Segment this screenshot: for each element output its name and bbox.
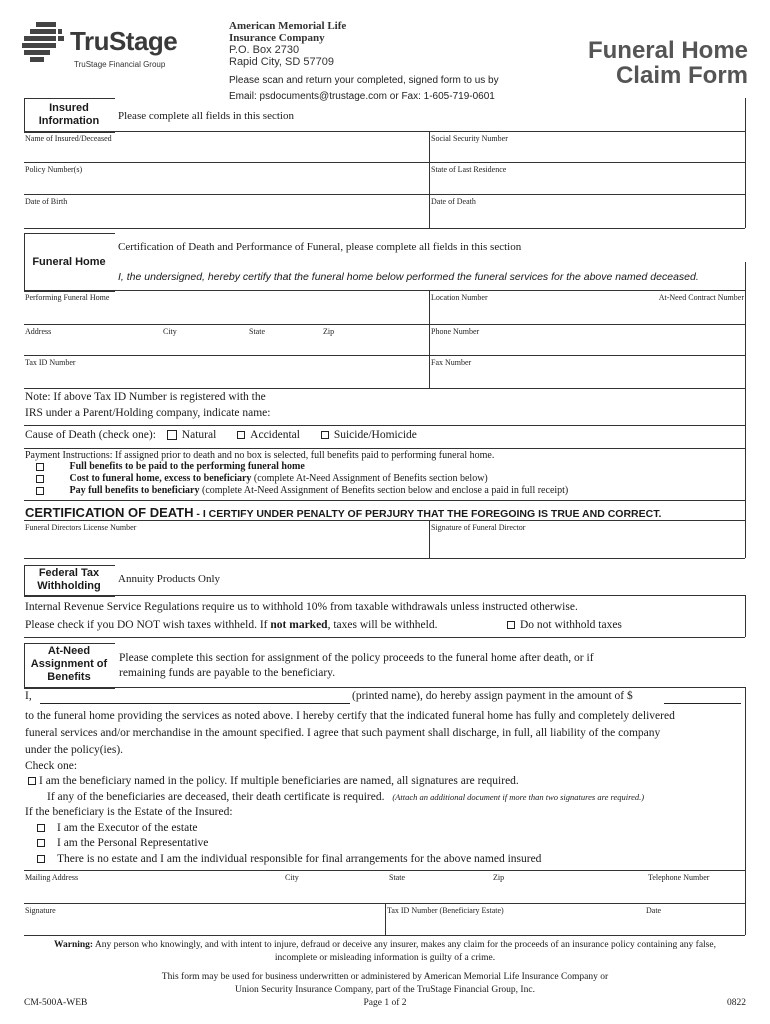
license-number-field[interactable] (24, 521, 428, 557)
brand-subtitle: TruStage Financial Group (74, 60, 166, 69)
do-not-withhold-checkbox[interactable] (507, 621, 515, 629)
assignment-instruction-2: remaining funds are payable to the beneficiary. (119, 667, 336, 679)
representative-checkbox[interactable] (37, 839, 45, 847)
date-of-birth-label: Date of Birth (25, 197, 68, 206)
mailing-address-field[interactable] (24, 871, 744, 903)
certification-heading: CERTIFICATION OF DEATH - I CERTIFY UNDER PENALTY OF PERJURY THAT THE FOREGOING IS TRUE AND CORRECT. (25, 505, 662, 520)
assignment-i-label: I, (25, 690, 32, 702)
underwriting-note-1: This form may be used for business underwritten or administered by American Memorial Life Insurance Company or (161, 972, 609, 982)
do-not-withhold-option[interactable]: Do not withhold taxes (507, 619, 622, 631)
deceased-beneficiary-note: If any of the beneficiaries are deceased, their death certificate is required. (Attach an additional document if more than two signatures are required.) (47, 791, 645, 803)
assignment-paragraph-2: funeral services and/or merchandise in the amount specified. I agree that such payment shall discharge, in full, all liability of the company (25, 727, 661, 739)
funeral-certify-statement: I, the undersigned, hereby certify that the funeral home below performed the funeral services for the above named deceased. (118, 271, 699, 283)
payment-option-beneficiary[interactable]: Pay full benefits to beneficiary (complete At-Need Assignment of Benefits section below and enclose a paid in full receipt) (36, 485, 568, 496)
trustage-logo (22, 22, 182, 74)
trustage-logo-mark-icon (22, 22, 66, 62)
mailing-state-label: State (389, 873, 405, 882)
fax-number-field[interactable] (430, 356, 744, 387)
assignment-paragraph-1: to the funeral home providing the services as noted above. I hereby certify that the indicated funeral home has fully and completely delivered (25, 710, 675, 722)
withhold-preference-text: Please check if you DO NOT wish taxes withheld. If not marked, taxes will be withheld. (25, 619, 438, 631)
brand-name: TruStage (70, 26, 178, 56)
ssn-field[interactable] (430, 132, 744, 161)
beneficiary-date-field[interactable] (646, 904, 744, 934)
cause-suicide-option[interactable]: Suicide/Homicide (321, 429, 417, 441)
mailing-address-label: Mailing Address (25, 873, 79, 882)
underwriting-note-2: Union Security Insurance Company, part of the TruStage Financial Group, Inc. (235, 985, 535, 995)
cause-accidental-option[interactable]: Accidental (237, 429, 300, 441)
suicide-homicide-checkbox[interactable] (321, 431, 329, 439)
cause-of-death-row (25, 429, 417, 441)
assignment-section-title: At-Need Assignment of Benefits (30, 645, 108, 683)
company-po-box: P.O. Box 2730 (229, 44, 300, 56)
no-estate-checkbox[interactable] (37, 855, 45, 863)
estate-option-no-estate[interactable]: There is no estate and I am the individual responsible for final arrangements for the above named insured (37, 853, 541, 865)
funeral-home-section-title: Funeral Home (32, 256, 106, 268)
residence-state-label: State of Last Residence (431, 165, 507, 174)
tax-id-field[interactable] (24, 356, 428, 387)
form-title-line-2: Claim Form (615, 62, 748, 89)
parent-company-input[interactable] (330, 406, 740, 422)
funeral-director-signature-field[interactable] (430, 521, 744, 557)
beneficiary-tax-id-label: Tax ID Number (Beneficiary Estate) (387, 906, 504, 915)
company-name-2: Insurance Company (229, 32, 325, 44)
location-number-field[interactable] (430, 291, 610, 323)
beneficiary-signature-label: Signature (25, 906, 56, 915)
date-of-death-field[interactable] (430, 195, 744, 227)
telephone-label: Telephone Number (648, 873, 710, 882)
tax-id-label: Tax ID Number (25, 358, 76, 367)
funeral-director-signature-label: Signature of Funeral Director (431, 523, 526, 532)
beneficiary-option[interactable]: I am the beneficiary named in the policy. If multiple beneficiaries are named, all signatures are required. (28, 775, 519, 787)
zip-label: Zip (323, 327, 335, 336)
cause-of-death-label: Cause of Death (check one): (25, 429, 156, 441)
estate-option-executor[interactable]: I am the Executor of the estate (37, 822, 198, 834)
page-number: Page 1 of 2 (363, 998, 407, 1008)
insured-name-label: Name of Insured/Deceased (25, 134, 112, 143)
check-one-label: Check one: (25, 760, 78, 772)
cause-natural-option[interactable]: Natural (167, 429, 216, 441)
phone-number-field[interactable] (430, 325, 744, 354)
fax-number-label: Fax Number (431, 358, 472, 367)
performing-funeral-home-label: Performing Funeral Home (25, 293, 110, 302)
irs-regulation-text: Internal Revenue Service Regulations require us to withhold 10% from taxable withdrawals unless instructed otherwise. (25, 601, 578, 613)
phone-number-label: Phone Number (431, 327, 480, 336)
payment-instructions: Payment Instructions: If assigned prior to death and no box is selected, full benefits paid to performing funeral home. (25, 450, 495, 461)
parent-company-note-1: Note: If above Tax ID Number is registered with the (25, 391, 266, 403)
date-of-death-label: Date of Death (431, 197, 476, 206)
city-label: City (163, 327, 177, 336)
natural-checkbox[interactable] (167, 430, 177, 440)
insured-section-title: Insured Information (38, 102, 100, 127)
mailing-city-label: City (285, 873, 299, 882)
company-city-state: Rapid City, SD 57709 (229, 56, 334, 68)
policy-number-field[interactable] (24, 163, 428, 193)
payment-option-excess[interactable]: Cost to funeral home, excess to beneficiary (complete At-Need Assignment of Benefits section below) (36, 473, 488, 484)
ssn-label: Social Security Number (431, 134, 508, 143)
payment-excess-checkbox[interactable] (36, 475, 44, 483)
estate-label: If the beneficiary is the Estate of the Insured: (25, 806, 233, 818)
payment-option-full[interactable]: Full benefits to be paid to the performing funeral home (36, 461, 305, 472)
form-version: 0822 (727, 998, 746, 1008)
funeral-home-instruction: Certification of Death and Performance of Funeral, please complete all fields in this section (118, 241, 522, 253)
assignment-amount-input[interactable] (664, 690, 741, 704)
insured-name-field[interactable] (24, 132, 428, 161)
parent-company-note-2: IRS under a Parent/Holding company, indicate name: (25, 407, 271, 419)
date-of-birth-field[interactable] (24, 195, 428, 227)
return-contact: Email: psdocuments@trustage.com or Fax: 1-605-719-0601 (229, 91, 495, 102)
state-label: State (249, 327, 265, 336)
executor-checkbox[interactable] (37, 824, 45, 832)
at-need-contract-field[interactable] (612, 291, 744, 323)
beneficiary-date-label: Date (646, 906, 662, 915)
company-name-1: American Memorial Life (229, 20, 347, 32)
location-number-label: Location Number (431, 293, 488, 302)
payment-beneficiary-checkbox[interactable] (36, 487, 44, 495)
beneficiary-tax-id-field[interactable] (386, 904, 644, 934)
at-need-contract-label: At-Need Contract Number (658, 293, 744, 302)
payment-full-checkbox[interactable] (36, 463, 44, 471)
beneficiary-checkbox[interactable] (28, 777, 36, 785)
performing-funeral-home-field[interactable] (24, 291, 428, 323)
return-instructions: Please scan and return your completed, signed form to us by (229, 75, 499, 86)
form-code: CM-500A-WEB (24, 998, 88, 1008)
printed-name-text: (printed name), do hereby assign payment in the amount of $ (352, 690, 633, 702)
accidental-checkbox[interactable] (237, 431, 245, 439)
fraud-warning-line-2: incomplete or misleading information is guilty of a crime. (274, 953, 496, 963)
assignee-printed-name-input[interactable] (40, 690, 350, 704)
federal-tax-instruction: Annuity Products Only (118, 573, 221, 585)
fraud-warning-line-1: Warning: Any person who knowingly, and with intent to injure, defraud or deceive any insurer, makes any claim for the proceeds of an insurance policy containing any false, (54, 940, 716, 950)
form-title-line-1: Funeral Home (587, 37, 748, 64)
funeral-address-field[interactable] (24, 325, 428, 354)
insured-instruction: Please complete all fields in this section (118, 110, 294, 122)
address-label: Address (25, 327, 52, 336)
mailing-zip-label: Zip (493, 873, 505, 882)
license-number-label: Funeral Directors License Number (25, 523, 137, 532)
federal-tax-section-title: Federal Tax Withholding (37, 567, 101, 592)
beneficiary-signature-field[interactable] (24, 904, 384, 934)
assignment-paragraph-3: under the policy(ies). (25, 744, 124, 756)
assignment-instruction-1: Please complete this section for assignment of the policy proceeds to the funeral home after death, or if (119, 652, 594, 664)
policy-number-label: Policy Number(s) (25, 165, 83, 174)
residence-state-field[interactable] (430, 163, 744, 193)
estate-option-representative[interactable]: I am the Personal Representative (37, 837, 208, 849)
